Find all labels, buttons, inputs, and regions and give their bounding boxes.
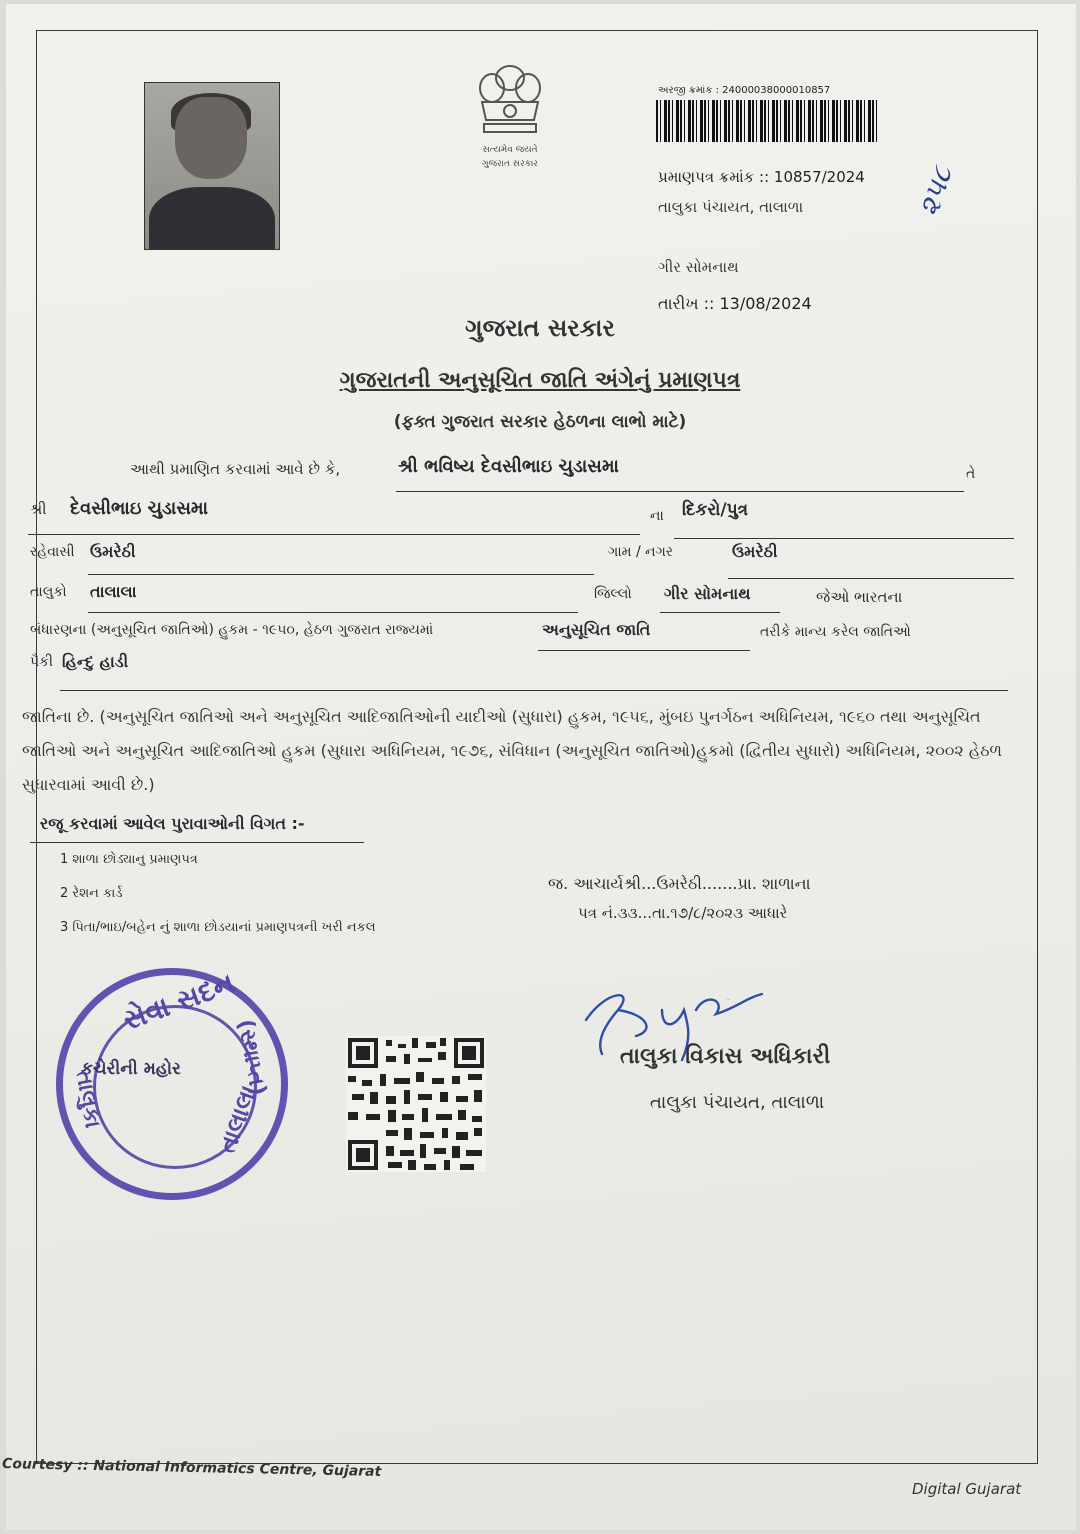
reference-line-2: પત્ર નં.૩૩...તા.૧૭/૮/૨૦૨૩ આધારે [578, 904, 788, 922]
national-emblem-icon [462, 58, 558, 176]
evidence-item: 1 શાળા છોડ્યાનુ પ્રમાણપત્ર [60, 852, 198, 867]
issuing-office: તાલુકા પંચાયત, તાલાળા [658, 198, 804, 216]
svg-text:સત્યમેવ જયતે: સત્યમેવ જયતે [482, 145, 538, 155]
bharat-label: જેઓ ભારતના [816, 588, 903, 606]
village-value: ઉમરેઠી [732, 542, 778, 561]
village-label: ગામ / નગર [608, 544, 674, 560]
digital-gujarat-brand: Digital Gujarat [912, 1480, 1022, 1498]
seal-left-text: તાલુકા [70, 1069, 106, 1130]
signatory-title: તાલુકા વિકાસ અધિકારી [620, 1044, 831, 1069]
svg-text:ગુજરાત સરકાર: ગુજરાત સરકાર [482, 159, 538, 169]
svg-text:R Pujani: R Pujani [726, 1000, 731, 1001]
certify-label: આથી પ્રમાણિત કરવામાં આવે છે કે, [130, 460, 341, 478]
qr-code [346, 1036, 486, 1172]
district-value: ગીર સોમનાથ [664, 584, 751, 603]
handwritten-serial: ૨૫૮ [912, 162, 959, 221]
na-label: ના [650, 508, 664, 524]
certificate-subtitle: (ફક્ત ગુજરાત સરકાર હેઠળના લાભો માટે) [393, 412, 687, 432]
caste-class: અનુસૂચિત જાતિ [542, 620, 651, 639]
district-label: જિલ્લો [594, 586, 632, 602]
recognized-label: તરીકે માન્ય કરેલ જાતિઓ [760, 624, 911, 640]
seal-side-text: (સ્થાપ્ત) [232, 1017, 271, 1098]
among-label: પૈકી [30, 654, 53, 670]
seal-top-text: સેવા સદન [118, 966, 239, 1037]
application-number: અરજી ક્રમાંક : 24000038000010857 [658, 85, 831, 96]
evidence-item: 3 પિતા/ભાઇ/બહેન નું શાળા છોડયાનાં પ્રમાણપત્રની ખરી નકલ [60, 920, 376, 935]
seal-bottom-text: તાલાલા [212, 1081, 264, 1157]
taluka-value: તાલાલા [90, 582, 137, 601]
reference-line-1: જ. આચાર્યશ્રી...ઉમરેઠી.......પ્રા. શાળાના [548, 874, 811, 893]
seal-center-text: કચેરીની મહોર [81, 1059, 181, 1079]
certificate-number: પ્રમાણપત્ર ક્રમાંક :: 10857/2024 [658, 168, 865, 186]
father-name: દેવસીભાઇ ચુડાસમા [70, 498, 209, 519]
govt-heading: ગુજરાત સરકાર [465, 314, 615, 342]
taluka-label: તાલુકો [30, 584, 67, 600]
order-text: બંધારણના (અનુસૂચિત જાતિઓ) હુકમ - ૧૯૫૦, હેઠળ ગુજરાત રાજ્યમાં [30, 622, 434, 638]
issuing-district: ગીર સોમનાથ [658, 258, 739, 276]
issue-date: તારીખ :: 13/08/2024 [658, 294, 812, 313]
shri-label: શ્રી [30, 500, 47, 518]
signatory-office: તાલુકા પંચાયત, તાલાળા [650, 1092, 825, 1113]
applicant-photo [144, 82, 280, 250]
resident-label: રહેવાસી [30, 544, 75, 560]
evidence-item: 2 રેશન કાર્ડ [60, 886, 123, 901]
te-label: તે [966, 466, 976, 482]
evidence-heading: રજૂ કરવામાં આવેલ પુરાવાઓની વિગત :- [40, 814, 305, 833]
relation: દિકરો/પુત્ર [682, 500, 749, 520]
caste-value: હિન્દુ હાડી [62, 652, 129, 671]
applicant-name: શ્રી ભવિષ્ય દેવસીભાઇ ચુડાસમા [398, 456, 619, 477]
office-seal [56, 968, 288, 1200]
courtesy-line: Courtesy :: National Informatics Centre, Gujarat [1, 1456, 382, 1480]
resident-value: ઉમરેઠી [90, 542, 136, 561]
legal-paragraph: જાતિના છે. (અનુસૂચિત જાતિઓ અને અનુસૂચિત આદિજાતિઓની યાદીઓ (સુધારા) હુકમ, ૧૯૫૬, મુંબઇ પુનર્ગઠન અધિનિયમ, ૧૯૬૦ તથા અનુસૂચિત જાતિઓ અને અનુસૂચિત આદિજાતિઓ હુકમ (સુધારા અધિનિયમ, ૧૯૭૬, સંવિધાન (અનુસૂચિત જાતિઓ)હુકમો (દ્વિતીય સુધારો) અધિનિયમ, ૨૦૦૨ હેઠળ સુધારવામાં આવી છે.) [22, 707, 1003, 794]
certificate-title: ગુજરાતની અનુસૂચિત જાતિ અંગેનું પ્રમાણપત્ર [339, 368, 741, 393]
barcode [656, 100, 878, 142]
